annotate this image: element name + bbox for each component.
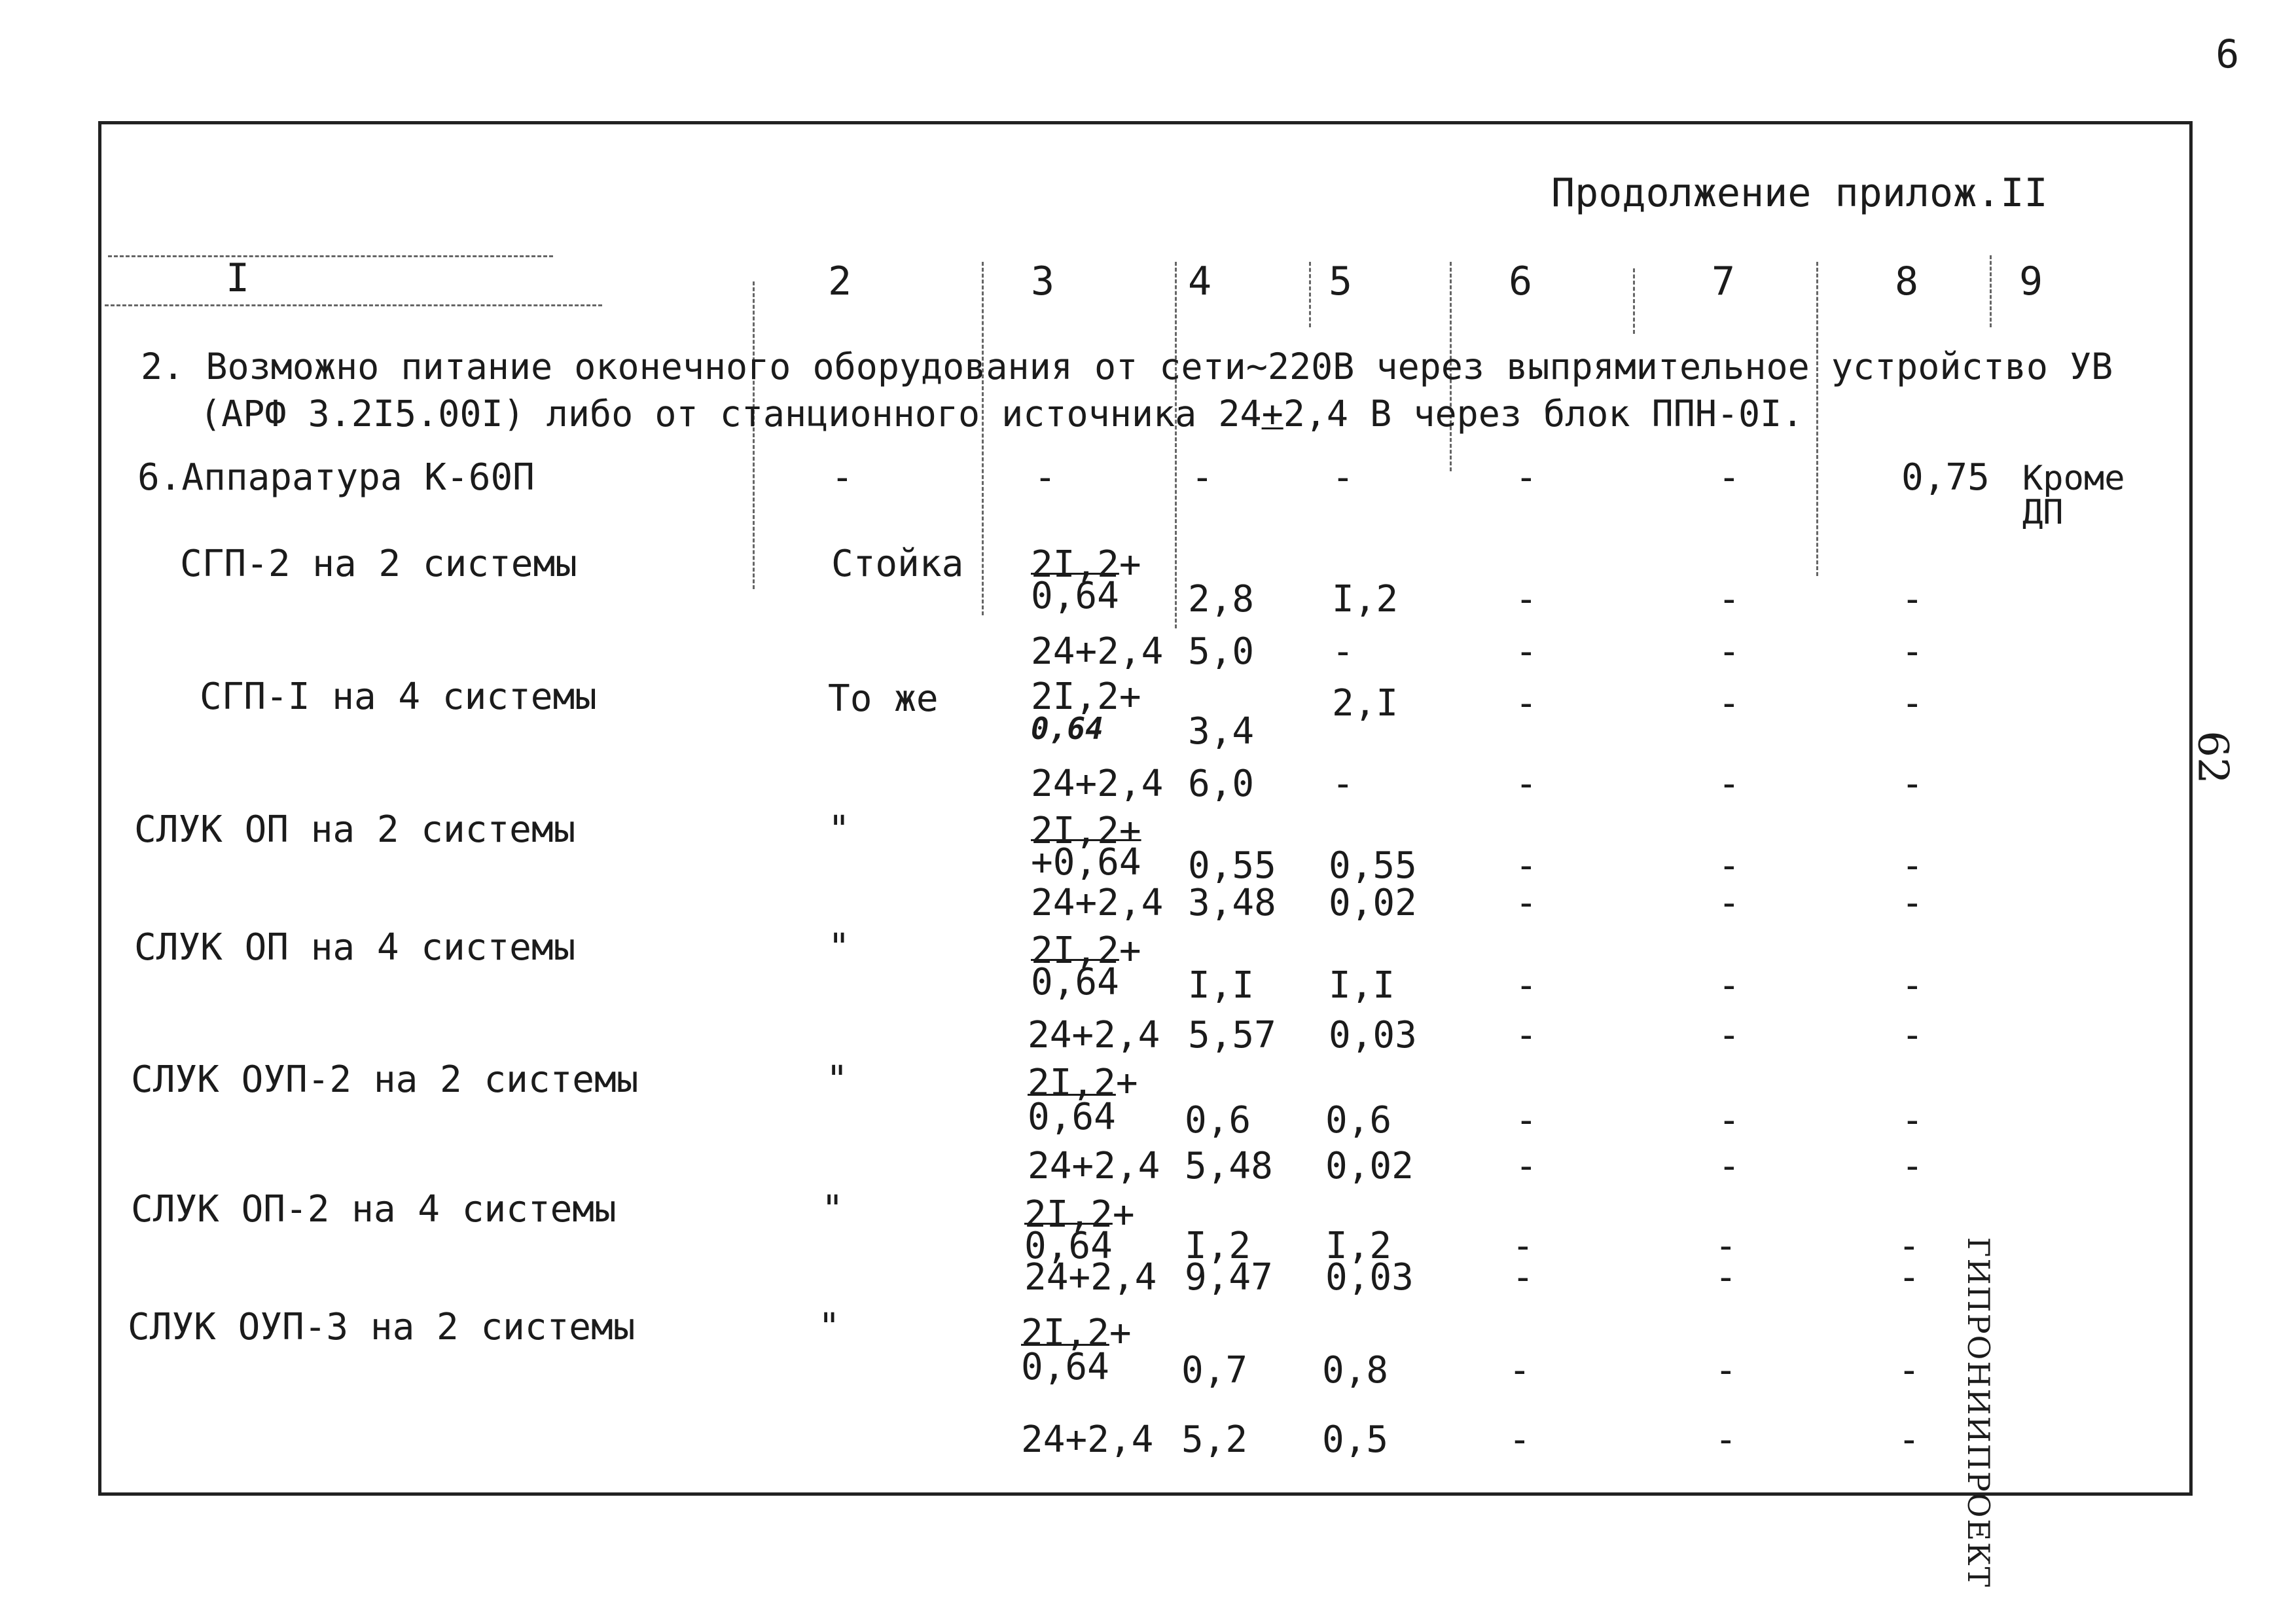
row-sluk-op2-4-a-top: 2I,2+	[1024, 1193, 1135, 1236]
row-sgp2-b8: -	[1901, 630, 1924, 673]
row-sluk-oup2-a8: -	[1901, 1099, 1924, 1142]
row-k60p-name: 6.Аппаратура К-60П	[137, 456, 535, 499]
row-k60p-c5: -	[1332, 456, 1354, 499]
row-sgp1-name: СГП-I на 4 системы	[200, 676, 597, 718]
header-rule	[108, 255, 553, 257]
row-sluk-op2-4-c2: "	[821, 1188, 844, 1231]
row-k60p-c3: -	[1034, 456, 1056, 499]
row-sluk-op4-a6: -	[1515, 964, 1537, 1007]
row-sgp1-b6: -	[1515, 763, 1537, 805]
row-sluk-oup2-b8: -	[1901, 1145, 1924, 1187]
continuation-label: Продолжение прилож.II	[1551, 170, 2048, 216]
row-sluk-op2-4-a6: -	[1512, 1225, 1534, 1267]
row-sluk-oup3-a-bot: 0,64	[1021, 1346, 1109, 1388]
column-divider	[1175, 262, 1177, 628]
row-sluk-oup3-b4: 5,2	[1181, 1418, 1248, 1461]
row-sluk-op4-b4: 5,57	[1188, 1014, 1276, 1056]
row-sgp1-b7: -	[1718, 763, 1740, 805]
row-sluk-oup2-b5: 0,02	[1325, 1145, 1414, 1187]
note-line-1	[141, 347, 2113, 386]
row-sluk-oup2-a-bot: 0,64	[1028, 1096, 1116, 1138]
row-sgp2-name: СГП-2 на 2 системы	[180, 543, 577, 585]
row-sluk-op2-a-top: 2I,2+	[1031, 810, 1141, 852]
row-sluk-op2-b8: -	[1901, 882, 1924, 924]
row-sluk-op2-a5: 0,55	[1329, 844, 1417, 887]
row-sluk-op2-a4: 0,55	[1188, 844, 1276, 887]
row-k60p-c9: Кроме ДП	[2022, 459, 2125, 532]
row-sluk-op4-b7: -	[1718, 1014, 1740, 1056]
row-sluk-oup2-b4: 5,48	[1185, 1145, 1273, 1187]
note-text-d: 2,4 В через блок ППН-0I.	[1283, 393, 1804, 435]
note-value-24: 24	[1218, 393, 1262, 435]
row-sgp1-a7: -	[1718, 682, 1740, 725]
note-text-b: 220В через выпрямительное устройство УВ	[1267, 346, 2113, 388]
row-sluk-op4-a8: -	[1901, 964, 1924, 1007]
plus-minus-symbol: +	[1261, 393, 1283, 435]
row-sluk-oup3-b8: -	[1898, 1418, 1920, 1461]
row-sgp1-c2: То же	[828, 677, 939, 720]
row-sgp1-a8: -	[1901, 682, 1924, 725]
row-sgp1-a5: 2,I	[1332, 682, 1399, 725]
row-sgp2-c2: Стойка	[831, 543, 964, 585]
row-sluk-oup3-a5: 0,8	[1322, 1349, 1389, 1392]
row-sgp2-a8: -	[1901, 578, 1924, 621]
row-k60p-c2: -	[831, 456, 853, 499]
row-k60p-c7: -	[1718, 456, 1740, 499]
row-sluk-oup2-a6: -	[1515, 1099, 1537, 1142]
row-sgp2-b6: -	[1515, 630, 1537, 673]
row-sgp2-b4: 5,0	[1188, 630, 1255, 673]
row-sgp2-a-bot: 0,64	[1031, 575, 1119, 617]
row-sluk-op2-4-b7: -	[1715, 1256, 1737, 1299]
row-sluk-op2-a-bot: +0,64	[1031, 841, 1141, 884]
side-page-number: 62	[2188, 731, 2237, 784]
row-sluk-oup2-b3: 24+2,4	[1028, 1145, 1160, 1187]
row-sluk-op4-name: СЛУК ОП на 4 системы	[134, 926, 576, 969]
column-header-1: I	[226, 255, 250, 301]
column-divider	[1990, 255, 1992, 327]
column-header-6: 6	[1509, 259, 1533, 304]
row-sluk-oup3-b3: 24+2,4	[1021, 1418, 1154, 1461]
column-header-8: 8	[1895, 259, 1919, 304]
row-sluk-op2-4-b5: 0,03	[1325, 1256, 1414, 1299]
row-sluk-op2-4-b3: 24+2,4	[1024, 1256, 1157, 1299]
row-sgp1-b5: -	[1332, 763, 1354, 805]
row-sluk-op4-a5: I,I	[1329, 964, 1395, 1007]
row-sluk-op2-name: СЛУК ОП на 2 системы	[134, 808, 576, 851]
row-sluk-oup3-c2: "	[818, 1306, 840, 1348]
row-sluk-op2-b3: 24+2,4	[1031, 882, 1164, 924]
row-sluk-oup3-a7: -	[1715, 1349, 1737, 1392]
note-text-c: (АРФ 3.2I5.00I) либо от станционного источника	[200, 393, 1197, 435]
row-sluk-oup3-a8: -	[1898, 1349, 1920, 1392]
row-sluk-op2-4-a8: -	[1898, 1225, 1920, 1267]
row-k60p-c4: -	[1191, 456, 1213, 499]
row-sluk-op2-c2: "	[828, 808, 850, 851]
row-sluk-oup3-a6: -	[1509, 1349, 1531, 1392]
row-sluk-op2-b5: 0,02	[1329, 882, 1417, 924]
row-sluk-op2-4-b4: 9,47	[1185, 1256, 1273, 1299]
row-sgp1-b4: 6,0	[1188, 763, 1255, 805]
row-sluk-op2-4-a7: -	[1715, 1225, 1737, 1267]
column-divider	[982, 262, 984, 615]
row-sluk-op4-a-top: 2I,2+	[1031, 929, 1141, 972]
column-header-5: 5	[1329, 259, 1353, 304]
row-sluk-op2-4-a4: I,2	[1185, 1225, 1251, 1267]
row-sluk-op4-b6: -	[1515, 1014, 1537, 1056]
row-sgp1-b3: 24+2,4	[1031, 763, 1164, 805]
note-line-2	[200, 394, 1803, 433]
column-divider	[1633, 268, 1635, 334]
row-sluk-op4-b5: 0,03	[1329, 1014, 1417, 1056]
row-sgp2-a5: I,2	[1332, 578, 1399, 621]
row-sluk-op2-4-a5: I,2	[1325, 1225, 1392, 1267]
row-sluk-oup2-a7: -	[1718, 1099, 1740, 1142]
row-sluk-op4-a-bot: 0,64	[1031, 961, 1119, 1003]
row-sluk-op2-4-b8: -	[1898, 1256, 1920, 1299]
row-sgp1-b8: -	[1901, 763, 1924, 805]
row-sluk-op2-4-name: СЛУК ОП-2 на 4 системы	[131, 1188, 617, 1231]
row-sgp1-a4: 3,4	[1188, 710, 1255, 753]
column-header-4: 4	[1188, 259, 1212, 304]
row-sluk-oup2-a4: 0,6	[1185, 1099, 1251, 1142]
row-sluk-op2-4-a-bot: 0,64	[1024, 1225, 1113, 1267]
row-sluk-op2-a6: -	[1515, 844, 1537, 887]
row-sgp1-a-bot: 0,64	[1031, 711, 1103, 746]
row-sluk-op2-a7: -	[1718, 844, 1740, 887]
row-sluk-oup2-name: СЛУК ОУП-2 на 2 системы	[131, 1058, 639, 1101]
tilde-symbol: ~	[1246, 346, 1268, 388]
row-sgp1-a6: -	[1515, 682, 1537, 725]
page-number: 9	[2215, 29, 2240, 75]
row-sluk-oup3-b7: -	[1715, 1418, 1737, 1461]
row-sluk-oup3-a4: 0,7	[1181, 1349, 1248, 1392]
row-sluk-oup2-c2: "	[826, 1058, 848, 1101]
column-header-9: 9	[2019, 259, 2043, 304]
row-sluk-oup2-b7: -	[1718, 1145, 1740, 1187]
row-sluk-oup2-a-top: 2I,2+	[1028, 1062, 1138, 1104]
row-sgp2-b3: 24+2,4	[1031, 630, 1164, 673]
row-sluk-op4-b8: -	[1901, 1014, 1924, 1056]
row-sgp2-b7: -	[1718, 630, 1740, 673]
column-divider	[1309, 262, 1311, 327]
row-k60p-c8: 0,75	[1901, 456, 1990, 499]
row-sluk-op2-b7: -	[1718, 882, 1740, 924]
row-sluk-op2-4-b6: -	[1512, 1256, 1534, 1299]
row-sluk-oup2-b6: -	[1515, 1145, 1537, 1187]
row-sluk-op2-b6: -	[1515, 882, 1537, 924]
row-sgp2-b5: -	[1332, 630, 1354, 673]
column-header-2: 2	[828, 259, 852, 304]
column-header-3: 3	[1031, 259, 1055, 304]
header-rule-lower	[105, 304, 602, 306]
note-text-a: 2. Возможно питание оконечного оборудования от сети	[141, 346, 1246, 388]
column-header-7: 7	[1712, 259, 1736, 304]
row-sluk-op2-b4: 3,48	[1188, 882, 1276, 924]
row-sgp2-a6: -	[1515, 578, 1537, 621]
row-k60p-c6: -	[1515, 456, 1537, 499]
row-sluk-oup2-a5: 0,6	[1325, 1099, 1392, 1142]
row-sluk-oup3-b6: -	[1509, 1418, 1531, 1461]
column-divider	[1816, 262, 1818, 576]
row-sluk-op2-a8: -	[1901, 844, 1924, 887]
row-sluk-op4-c2: "	[828, 926, 850, 969]
row-sluk-oup3-name: СЛУК ОУП-3 на 2 системы	[128, 1306, 636, 1348]
row-sluk-op4-b3: 24+2,4	[1028, 1014, 1160, 1056]
row-sgp2-a-top: 2I,2+	[1031, 543, 1141, 586]
row-sgp2-a7: -	[1718, 578, 1740, 621]
row-sgp2-a4: 2,8	[1188, 578, 1255, 621]
row-sluk-op4-a4: I,I	[1188, 964, 1255, 1007]
row-sluk-oup3-b5: 0,5	[1322, 1418, 1389, 1461]
row-sluk-op4-a7: -	[1718, 964, 1740, 1007]
row-sluk-oup3-a-top: 2I,2+	[1021, 1312, 1132, 1354]
column-divider	[753, 281, 755, 589]
row-sgp1-a-top: 2I,2+	[1031, 676, 1141, 718]
